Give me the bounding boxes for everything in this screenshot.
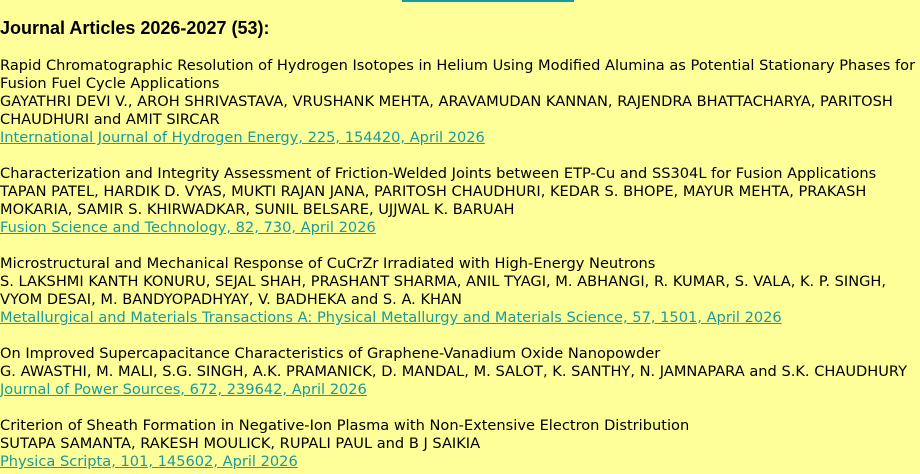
article-item (0, 345, 920, 399)
article-journal-link[interactable]: Metallurgical and Materials Transactions A: Physical Metallurgy and Materials Science, 57, 1501, April 2026 (0, 309, 782, 326)
article-title-line: Microstructural and Mechanical Response of CuCrZr Irradiated with High-Energy Neutrons (0, 255, 656, 272)
article-authors-line: GAYATHRI DEVI V., AROH SHRIVASTAVA, VRUSHANK MEHTA, ARAVAMUDAN KANNAN, RAJENDRA BHATTACHARYA, PARITOSH (0, 93, 893, 110)
article-authors-line: S. LAKSHMI KANTH KONURU, SEJAL SHAH, PRASHANT SHARMA, ANIL TYAGI, M. ABHANGI, R. KUMAR, S. VALA, K. P. SINGH, (0, 273, 887, 290)
article-title-line: Criterion of Sheath Formation in Negative-Ion Plasma with Non-Extensive Electron Distribution (0, 417, 690, 434)
article-journal-link[interactable]: Fusion Science and Technology, 82, 730, April 2026 (0, 219, 376, 236)
article-journal-link[interactable]: Journal of Power Sources, 672, 239642, April 2026 (0, 381, 367, 398)
top-link-underline[interactable] (402, 0, 574, 2)
article-list (0, 57, 920, 474)
article-title-line: Rapid Chromatographic Resolution of Hydrogen Isotopes in Helium Using Modified Alumina as Potential Stationary Phases for (0, 57, 916, 74)
article-journal-link[interactable]: Physica Scripta, 101, 145602, April 2026 (0, 453, 298, 470)
article-authors-line: TAPAN PATEL, HARDIK D. VYAS, MUKTI RAJAN JANA, PARITOSH CHAUDHURI, KEDAR S. BHOPE, MAYUR MEHTA, PRAKASH (0, 183, 867, 200)
article-authors-line: MOKARIA, SAMIR S. KHIRWADKAR, SUNIL BELSARE, UJJWAL K. BARUAH (0, 201, 515, 218)
article-title-line: Characterization and Integrity Assessment of Friction-Welded Joints between ETP-Cu and SS304L for Fusion Applications (0, 165, 877, 182)
article-authors-line: VYOM DESAI, M. BANDYOPADHYAY, V. BADHEKA and S. A. KHAN (0, 291, 462, 308)
article-title-line: Fusion Fuel Cycle Applications (0, 75, 220, 92)
article-journal-link[interactable]: International Journal of Hydrogen Energy, 225, 154420, April 2026 (0, 129, 485, 146)
article-authors-line: CHAUDHURI and AMIT SIRCAR (0, 111, 220, 128)
page-heading: Journal Articles 2026-2027 (53): (0, 18, 270, 38)
article-authors-line: SUTAPA SAMANTA, RAKESH MOULICK, RUPALI PAUL and B J SAIKIA (0, 435, 481, 452)
article-item (0, 417, 920, 471)
article-item (0, 165, 920, 237)
article-title-line: On Improved Supercapacitance Characteristics of Graphene-Vanadium Oxide Nanopowder (0, 345, 661, 362)
article-item (0, 255, 920, 327)
article-item (0, 57, 920, 147)
article-authors-line: G. AWASTHI, M. MALI, S.G. SINGH, A.K. PRAMANICK, D. MANDAL, M. SALOT, K. SANTHY, N. JAMNAPARA and S.K. CHAUDHURY (0, 363, 908, 380)
